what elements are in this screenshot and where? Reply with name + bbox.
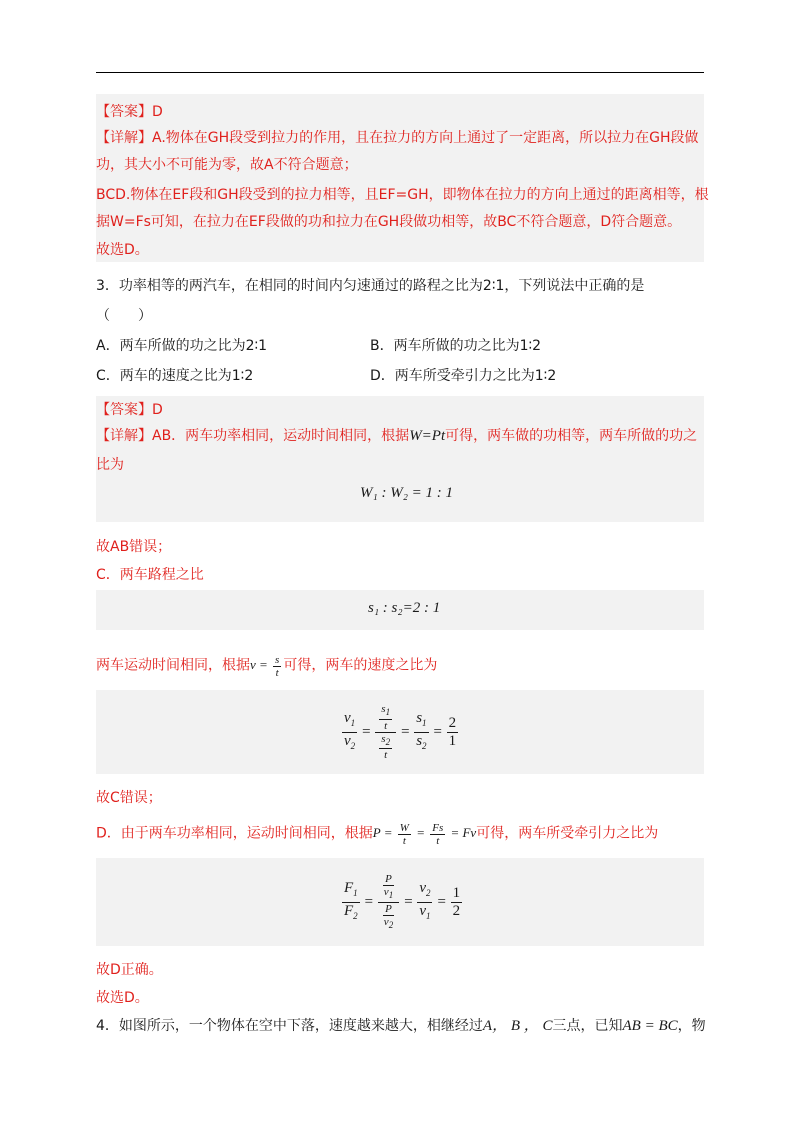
q3-ab-conclusion: 故AB错误；	[96, 539, 172, 555]
q3-d-line-1-post: 可得，两车所受牵引力之比为	[476, 825, 659, 842]
answer-panel-q2	[96, 94, 704, 262]
q3-ab-line-1	[96, 426, 697, 446]
equation-work-ratio: W₁ : W₂ = 1 : 1	[360, 485, 454, 501]
equation-distance-ratio: s₁ : s₂=2 : 1	[368, 600, 441, 616]
q2-detail-line-1: 【详解】A.物体在GH段受到拉力的作用，且在拉力的方向上通过了一定距离，所以拉力在GH段做	[96, 130, 699, 146]
q4-stem-end: ，物	[677, 1018, 706, 1034]
q3-c-intro: C．两车路程之比	[96, 567, 204, 583]
q3-c-conclusion: 故C错误；	[96, 790, 162, 806]
q3-final-answer: 故选D。	[96, 990, 149, 1006]
header-rule	[96, 72, 704, 73]
equation-velocity-ratio: $\frac{v_1}{v_2}$ = $\frac{\frac{s_1}{t}}{\frac{s_2}{t}}$ = $\frac{s_1}{s_2}$ = $\frac{2}{1}$	[344, 703, 457, 761]
q3-option-d: D．两车所受牵引力之比为1∶2	[370, 368, 557, 384]
q4-stem-pre: 4．如图所示，一个物体在空中下落，速度越来越大，相继经过	[96, 1018, 483, 1034]
q3-ab-line-2: 比为	[96, 457, 124, 473]
q4-stem	[96, 1016, 706, 1036]
q3-c-line-2	[96, 654, 437, 679]
q3-answer: 【答案】D	[96, 402, 163, 418]
q3-d-line-1-pre: D．由于两车功率相同，运动时间相同，根据	[96, 825, 373, 842]
q2-detail-line-5: 故选D。	[96, 242, 149, 258]
q3-d-conclusion: 故D正确。	[96, 962, 163, 978]
q3-stem-line-1: 3．功率相等的两汽车，在相同的时间内匀速通过的路程之比为2∶1，下列说法中正确的是	[96, 278, 645, 294]
q2-detail-line-4: 据W=Fs可知，在拉力在EF段做的功和拉力在GH段做功相等，故BC不符合题意，D符合题意。	[96, 214, 682, 230]
q2-detail-line-3: BCD.物体在EF段和GH段受到的拉力相等，且EF=GH，即物体在拉力的方向上通过的距离相等，根	[96, 187, 709, 203]
q2-detail-line-2: 功，其大小不可能为零，故A不符合题意；	[96, 157, 358, 173]
q3-option-b: B．两车所做的功之比为1∶2	[370, 338, 542, 354]
q3-c-line-2-pre: 两车运动时间相同，根据	[96, 657, 250, 674]
formula-p-w-t: P = $\frac{W}{t}$ = $\frac{Fs}{t}$ = Fv	[372, 822, 477, 847]
formula-v-s-t: v = $\frac{s}{t}$	[250, 654, 280, 679]
q3-option-c: C．两车的速度之比为1∶2	[96, 368, 254, 384]
equation-force-ratio: $\frac{F_1}{F_2}$ = $\frac{\frac{P}{v_1}}{\frac{P}{v_2}}$ = $\frac{v_2}{v_1}$ = $\frac{1}{2}$	[344, 873, 461, 930]
q3-d-line-1	[96, 822, 658, 847]
formula-w-pt: W=Pt	[409, 428, 446, 444]
q3-c-line-2-post: 可得，两车的速度之比为	[283, 657, 438, 674]
q3-ab-line-1-post: 可得，两车做的功相等，两车所做的功之	[445, 428, 698, 444]
answer-panel-q3	[96, 396, 704, 522]
q4-relation: AB = BC	[622, 1018, 678, 1034]
q3-ab-line-1-pre: 【详解】AB．两车功率相同，运动时间相同，根据	[96, 428, 410, 444]
q4-points: A， B ， C	[482, 1018, 553, 1034]
q3-stem-line-2: （ ）	[96, 308, 152, 324]
q2-answer: 【答案】D	[96, 104, 163, 120]
q4-stem-post: 三点，已知	[552, 1018, 623, 1034]
q3-option-a: A．两车所做的功之比为2∶1	[96, 338, 268, 354]
